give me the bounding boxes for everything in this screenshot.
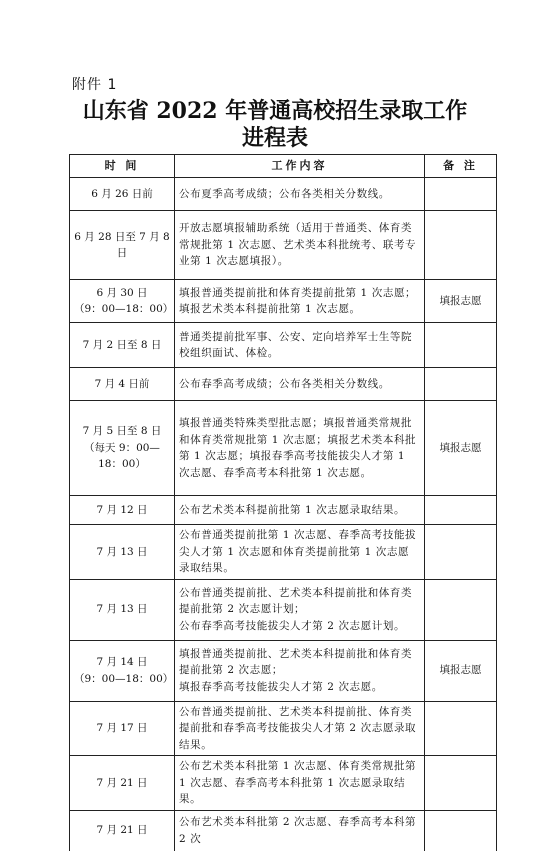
table-row	[70, 323, 497, 368]
time-cell: 7 月 21 日	[70, 810, 175, 851]
time-cell: 7 月 13 日	[70, 579, 175, 640]
attachment-label: 附件 1	[72, 77, 118, 93]
time-cell: 7 月 17 日	[70, 701, 175, 756]
remark-cell: 填报志愿	[425, 640, 497, 701]
time-cell: 7 月 21 日	[70, 756, 175, 811]
table-row	[70, 525, 497, 580]
table-row	[70, 211, 497, 280]
header-remark: 备 注	[425, 155, 497, 178]
remark-cell	[425, 496, 497, 525]
remark-cell	[425, 323, 497, 368]
time-cell: 6 月 30 日 （9：00—18：00）	[70, 280, 175, 323]
content-cell: 公布夏季高考成绩；公布各类相关分数线。	[175, 178, 425, 211]
content-cell: 填报普通类提前批和体育类提前批第 1 次志愿； 填报艺术类本科提前批第 1 次志愿。	[175, 280, 425, 323]
table-row	[70, 368, 497, 401]
table-row	[70, 496, 497, 525]
table-row	[70, 810, 497, 851]
table-row	[70, 756, 497, 811]
remark-cell: 填报志愿	[425, 280, 497, 323]
table-row	[70, 640, 497, 701]
content-cell: 公布普通类提前批第 1 次志愿、春季高考技能拔尖人才第 1 次志愿和体育类提前批第 1 次志愿录取结果。	[175, 525, 425, 580]
remark-cell	[425, 211, 497, 280]
remark-cell	[425, 701, 497, 756]
time-cell: 7 月 4 日前	[70, 368, 175, 401]
time-cell: 7 月 5 日至 8 日 （每天 9：00—18：00）	[70, 401, 175, 496]
remark-cell: 填报志愿	[425, 401, 497, 496]
content-cell: 公布艺术类本科批第 1 次志愿、体育类常规批第 1 次志愿、春季高考本科批第 1 次志愿录取结果。	[175, 756, 425, 811]
time-cell: 7 月 13 日	[70, 525, 175, 580]
content-cell: 公布普通类提前批、艺术类本科提前批和体育类提前批第 2 次志愿计划； 公布春季高考技能拔尖人才第 2 次志愿计划。	[175, 579, 425, 640]
remark-cell	[425, 756, 497, 811]
table-row	[70, 280, 497, 323]
content-cell: 公布普通类提前批、艺术类本科提前批、体育类提前批和春季高考技能拔尖人才第 2 次志愿录取结果。	[175, 701, 425, 756]
content-cell: 填报普通类特殊类型批志愿；填报普通类常规批和体育类常规批第 1 次志愿；填报艺术类本科批第 1 次志愿；填报春季高考技能拔尖人才第 1 次志愿、春季高考本科批第 1 次志愿。	[175, 401, 425, 496]
document-title: 山东省 2022 年普通高校招生录取工作	[82, 98, 468, 124]
table-row	[70, 401, 497, 496]
table-row	[70, 579, 497, 640]
document-subtitle: 进程表	[241, 125, 308, 151]
remark-cell	[425, 810, 497, 851]
time-cell: 7 月 2 日至 8 日	[70, 323, 175, 368]
remark-cell	[425, 178, 497, 211]
content-cell: 普通类提前批军事、公安、定向培养军士生等院校组织面试、体检。	[175, 323, 425, 368]
content-cell: 填报普通类提前批、艺术类本科提前批和体育类提前批第 2 次志愿； 填报春季高考技能拔尖人才第 2 次志愿。	[175, 640, 425, 701]
header-time: 时 间	[70, 155, 175, 178]
time-cell: 6 月 26 日前	[70, 178, 175, 211]
schedule-table	[69, 154, 497, 851]
remark-cell	[425, 368, 497, 401]
content-cell: 公布春季高考成绩；公布各类相关分数线。	[175, 368, 425, 401]
remark-cell	[425, 579, 497, 640]
table-row	[70, 701, 497, 756]
time-cell: 7 月 12 日	[70, 496, 175, 525]
remark-cell	[425, 525, 497, 580]
table-row	[70, 178, 497, 211]
content-cell: 公布艺术类本科批第 2 次志愿、春季高考本科第 2 次	[175, 810, 425, 851]
table-header-row	[70, 155, 497, 178]
header-content: 工作内容	[175, 155, 425, 178]
content-cell: 公布艺术类本科提前批第 1 次志愿录取结果。	[175, 496, 425, 525]
time-cell: 6 月 28 日至 7 月 8 日	[70, 211, 175, 280]
time-cell: 7 月 14 日 （9：00—18：00）	[70, 640, 175, 701]
content-cell: 开放志愿填报辅助系统（适用于普通类、体育类常规批第 1 次志愿、艺术类本科批统考、联考专业第 1 次志愿填报）。	[175, 211, 425, 280]
